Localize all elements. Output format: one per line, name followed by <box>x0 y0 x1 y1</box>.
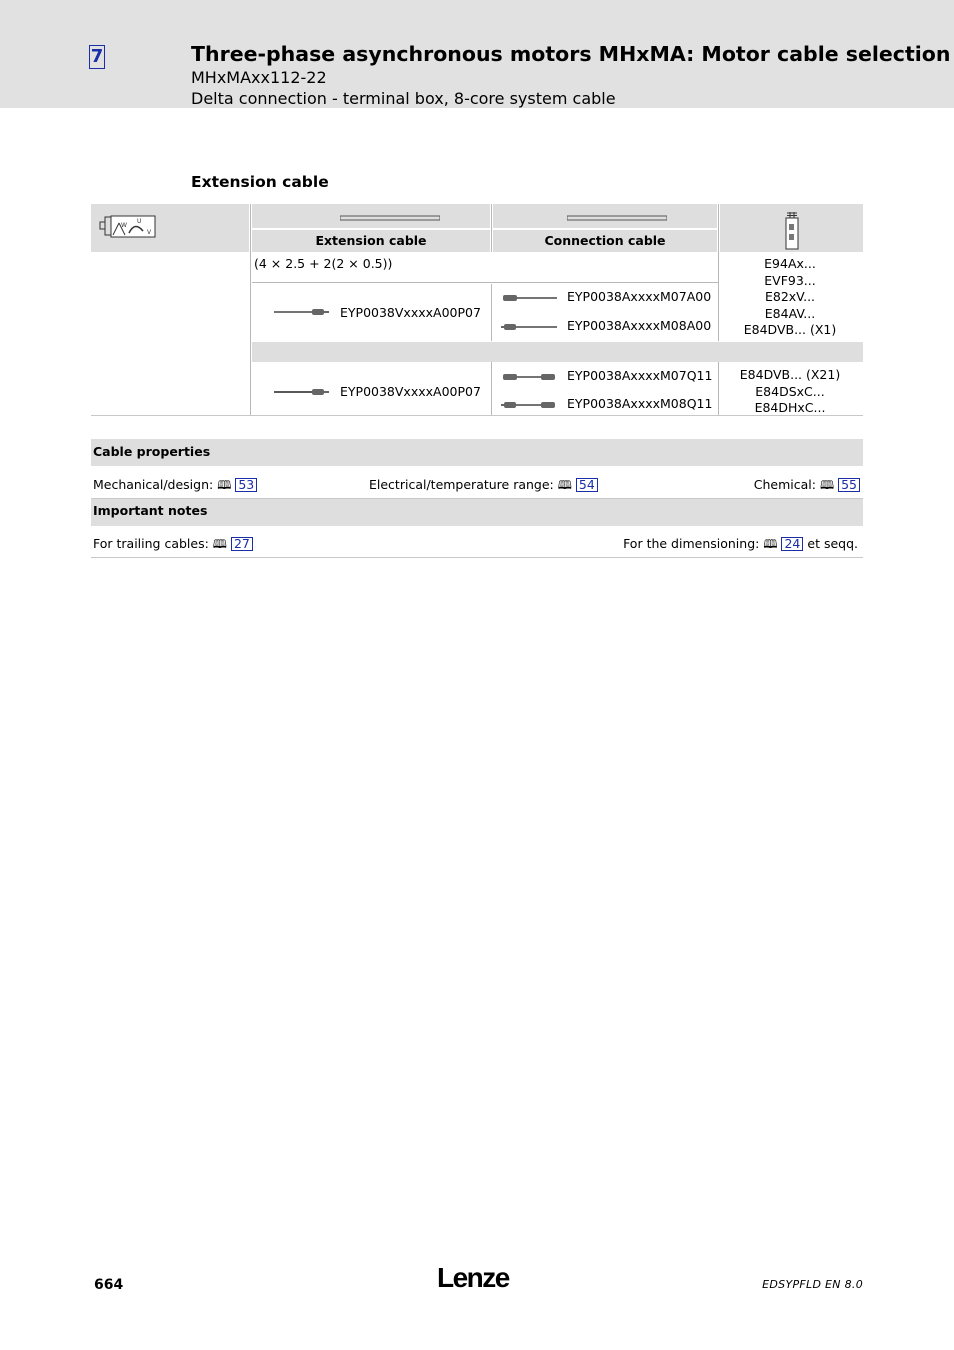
electrical-label: Electrical/temperature range: <box>369 477 554 492</box>
svg-text:V: V <box>147 229 152 236</box>
dimensioning-page-link[interactable]: 24 <box>781 537 803 551</box>
controller-item: E94Ax... <box>764 256 816 271</box>
cable-spec: (4 × 2.5 + 2(2 × 0.5)) <box>254 256 393 271</box>
controller-item: E84DVB... (X1) <box>743 322 837 337</box>
connection-cable-plug-icon <box>501 322 557 332</box>
page-title: Three-phase asynchronous motors MHxMA: Motor cable selection <box>191 42 951 66</box>
book-icon: 🕮 <box>819 478 835 492</box>
extension-cable-header: Extension cable <box>315 233 427 248</box>
document-code: EDSYPFLD EN 8.0 <box>762 1278 863 1291</box>
connection-cable-plug-icon <box>501 400 557 410</box>
chapter-link[interactable]: 7 <box>90 46 104 67</box>
controller-item: E84DHxC... <box>754 400 826 415</box>
chemical-reference <box>754 476 860 497</box>
connection-cable-plug-icon <box>501 293 557 303</box>
important-notes-heading: Important notes <box>93 503 208 518</box>
mechanical-page-link[interactable]: 53 <box>235 478 257 492</box>
connection-part-number: EYP0038AxxxxM08A00 <box>567 318 712 333</box>
motor-terminal-icon <box>99 213 159 241</box>
electrical-reference <box>369 476 598 497</box>
extension-part-number: EYP0038VxxxxA00P07 <box>340 305 481 320</box>
page-number: 664 <box>94 1277 124 1293</box>
page-subtitle-model: MHxMAxx112-22 <box>191 68 327 87</box>
book-icon: 🕮 <box>557 478 572 492</box>
trailing-reference <box>93 535 253 556</box>
controller-icon <box>784 212 800 250</box>
dimensioning-suffix: et seqq. <box>807 536 858 551</box>
chemical-label: Chemical: <box>753 477 816 492</box>
electrical-page-link[interactable]: 54 <box>576 478 598 492</box>
trailing-label: For trailing cables: <box>93 536 209 551</box>
extension-cable-plug-icon <box>274 307 330 317</box>
connection-cable-icon <box>567 214 667 222</box>
controller-header-cell <box>720 204 863 252</box>
controller-list <box>720 256 860 339</box>
cable-properties-header <box>91 439 863 466</box>
book-icon: 🕮 <box>217 478 232 492</box>
controller-item: E82xV... <box>764 289 816 304</box>
controller-item: E84DVB... (X21) <box>739 367 841 382</box>
section-heading: Extension cable <box>191 173 329 191</box>
controller-item: E84DSxC... <box>755 383 825 399</box>
controller-list <box>720 367 860 417</box>
extension-cable-icon <box>340 214 440 222</box>
svg-text:U: U <box>137 218 142 225</box>
motor-header-cell <box>91 204 249 252</box>
connection-icon-cell <box>493 204 717 228</box>
connection-part-number: EYP0038AxxxxM07A00 <box>567 289 712 304</box>
controller-item: EVF93... <box>764 272 816 288</box>
svg-text:W: W <box>121 222 127 229</box>
connection-cable-header: Connection cable <box>544 233 666 248</box>
lenze-logo: Lenze <box>437 1262 509 1293</box>
connection-part-number: EYP0038AxxxxM07Q11 <box>567 368 713 383</box>
dimensioning-reference <box>623 535 858 556</box>
trailing-page-link[interactable]: 27 <box>231 537 253 551</box>
extension-cable-plug-icon <box>274 387 330 397</box>
extension-icon-cell <box>252 204 490 228</box>
controller-item: E84AV... <box>764 305 816 321</box>
group-separator <box>252 342 863 362</box>
important-notes-header <box>91 499 863 526</box>
mechanical-reference <box>93 476 257 497</box>
connection-part-number: EYP0038AxxxxM08Q11 <box>567 396 713 411</box>
connection-header-cell <box>493 230 717 252</box>
connection-cable-plug-icon <box>501 372 557 382</box>
extension-header-cell <box>252 230 490 252</box>
book-icon: 🕮 <box>212 537 227 551</box>
extension-part-number: EYP0038VxxxxA00P07 <box>340 384 481 399</box>
dimensioning-label: For the dimensioning: <box>623 536 760 551</box>
mechanical-label: Mechanical/design: <box>93 477 214 492</box>
cable-properties-heading: Cable properties <box>93 444 211 459</box>
page-subtitle-connection: Delta connection - terminal box, 8-core system cable <box>191 89 616 108</box>
book-icon: 🕮 <box>763 537 778 551</box>
chemical-page-link[interactable]: 55 <box>838 478 860 492</box>
